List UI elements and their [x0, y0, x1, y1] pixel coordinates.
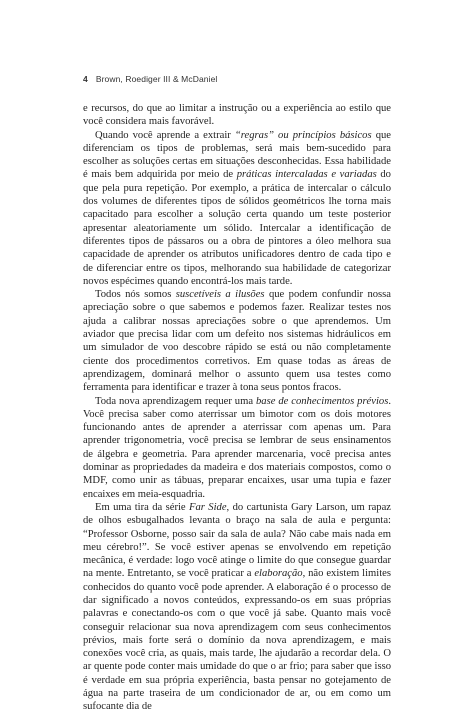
text-run: que podem confundir nossa apreciação sobre o que sabemos e podemos fazer. Realizar testes nos ajuda a calibrar nossas apreciações sobre o que aprendemos. Um aviador que precisa lidar com um defeito nos sistemas hidráulicos em um simulador de voo descobre rápido se está ou não completamente ciente dos procedimentos corretivos. Em quase todas as áreas de aprendizagem, dominará melhor o assunto quem usa testes como ferramenta para identificar e trazer à tona seus pontos fracos. [83, 289, 391, 394]
text-run: e recursos, do que ao limitar a instrução ou a experiência ao estilo que você considera mais favorável. [83, 103, 391, 128]
text-run: que diferenciam os tipos de problemas, será mais bem-sucedido para escolher as soluções certas em situações desconhecidas. Essa habilidade é mais bem adquirida por meio de [83, 129, 392, 181]
italic-run: base de conhecimentos prévios [255, 395, 389, 407]
italic-run: práticas intercaladas e variadas [236, 169, 377, 181]
text-run: , do cartunista Gary Larson, um rapaz de olhos esbugalhados levanta o braço na sala de aula e pergunta: “Professor Osborne, posso sair da sala de aula? Não cabe mais nada em meu cérebro!”. Se você estiver apenas se envolvendo em repetição mecânica, é verdade: logo você atinge o limite do que consegue guardar na mente. Entretanto, se você praticar a [83, 501, 392, 580]
text-run: Todos nós somos [95, 289, 176, 301]
paragraph [83, 129, 391, 289]
paragraph [83, 501, 391, 714]
text-run: do que pela pura repetição. Por exemplo, a prática de intercalar o cálculo dos volumes de diferentes tipos de sólidos geométricos lhe torna mais capacitado para escolher a solução certa quando um teste posterior apresentar aleatoriamente um sólido. Intercalar a identificação de diferentes tipos de pássaros ou a obra de pintores a óleo melhora sua capacidade de aprender os atributos unificadores dentro de cada tipo e de diferenciar entre os tipos, melhorando sua habilidade de categorizar novos espécimes quando encontrá-los mais tarde. [83, 169, 391, 287]
italic-run: Far Side [189, 501, 227, 513]
paragraph [83, 288, 391, 394]
italic-run: suscetíveis a ilusões [175, 289, 265, 301]
italic-run: “regras” ou princípios básicos [234, 129, 372, 141]
text-run: Toda nova aprendizagem requer uma [95, 395, 256, 407]
running-header [83, 74, 217, 84]
italic-run: elaboração [254, 568, 303, 580]
header-authors: Brown, Roediger III & McDaniel [95, 74, 218, 84]
page-number: 4 [83, 74, 88, 84]
text-run: , não existem limites conhecidos do quanto você pode aprender. A elaboração é o processo de dar significado a novos conteúdos, expressando-os em suas próprias palavras e conectando-os com o que você já sabe. Quanto mais você conseguir relacionar sua nova aprendizagem com seus conhecimentos prévios, mais forte será o domínio da nova aprendizagem, e mais conexões você cria, as quais, mais tarde, lhe ajudarão a recordar dela. O ar quente pode conter mais umidade do que o ar frio; para saber que isso é verdade em sua própria experiência, basta pensar no gotejamento de água na parte traseira de um condicionador de ar, ou em como um sufocante dia de [83, 568, 391, 713]
paragraph [83, 102, 391, 129]
text-run: . Você precisa saber como aterrissar um bimotor com os dois motores funcionando antes de aprender a aterrissar com apenas um. Para aprender trigonometria, você precisa se lembrar de seus ensinamentos de álgebra e geometria. Para aprender marcenaria, você precisa antes dominar as propriedades da madeira e dos materiais compostos, como o MDF, como unir as tábuas, preparar encaixes, usar uma tupia e fazer encaixes em meia-esquadria. [83, 395, 391, 500]
body-text [83, 102, 391, 714]
text-run: Quando você aprende a extrair [95, 129, 235, 141]
text-run: Em uma tira da série [95, 501, 190, 513]
paragraph [83, 395, 391, 501]
